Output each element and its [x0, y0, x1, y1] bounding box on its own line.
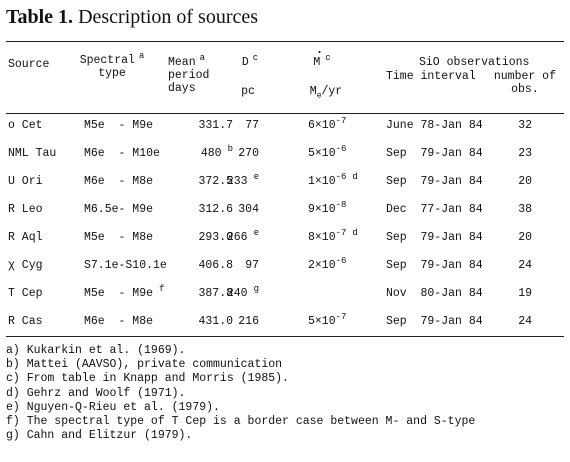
- cell-time-interval: [386, 119, 483, 132]
- footnote: e) Nguyen-Q-Rieu et al. (1979).: [6, 400, 220, 414]
- cell-distance-value: 77: [245, 119, 259, 132]
- cell-time-interval: [386, 231, 483, 244]
- cell-nobs-value: 24: [518, 259, 532, 272]
- footnote: f) The spectral type of T Cep is a border case between M- and S-type: [6, 415, 476, 428]
- header-mass-loss-mark: c: [325, 53, 331, 64]
- cell-nobs: [518, 203, 532, 216]
- cell-spectral-type-value: S7.1e-S10.1e: [84, 259, 167, 272]
- cell-spectral-type-value: M6.5e- M9e: [84, 203, 154, 216]
- cell-nobs: [518, 287, 532, 300]
- cell-time-interval-value: June 78-Jan 84: [386, 119, 483, 132]
- cell-mass-loss-value: 1×10: [308, 175, 336, 188]
- cell-nobs-value: 24: [518, 315, 532, 328]
- header-mean-line2: period: [168, 69, 210, 82]
- cell-time-interval-value: Sep 79-Jan 84: [386, 231, 483, 244]
- cell-mass-loss: [308, 172, 358, 188]
- cell-time-interval: [386, 315, 483, 328]
- header-mean-line3: days: [168, 82, 196, 95]
- header-sio: SiO observations: [419, 56, 530, 69]
- cell-time-interval-value: Sep 79-Jan 84: [386, 175, 483, 188]
- cell-spectral-type-footnote-mark: f: [159, 284, 165, 295]
- cell-distance: [226, 284, 259, 300]
- cell-mass-loss-exponent: -6: [335, 256, 347, 267]
- cell-period-value: 387.8: [198, 287, 233, 300]
- cell-mass-loss-value: 9×10: [308, 203, 336, 216]
- header-mean-period: [168, 53, 210, 95]
- cell-time-interval: [386, 259, 483, 272]
- cell-mass-loss: [308, 256, 347, 272]
- cell-spectral-type-value: M6e - M10e: [84, 147, 160, 160]
- cell-source: [8, 231, 43, 244]
- cell-spectral-type: [84, 119, 153, 132]
- cell-mass-loss-value: 5×10: [308, 147, 336, 160]
- header-time-interval: Time interval: [386, 70, 476, 83]
- header-mean-line1: Mean: [168, 56, 196, 69]
- header-mass-loss-label: · M: [313, 56, 320, 69]
- cell-time-interval-value: Sep 79-Jan 84: [386, 147, 483, 160]
- cell-distance-value: 304: [238, 203, 259, 216]
- header-nobs: [494, 70, 556, 96]
- cell-distance: [238, 315, 259, 328]
- footnote: a) Kukarkin et al. (1969).: [6, 344, 186, 357]
- header-mass-loss-unit-rest: /yr: [321, 85, 343, 98]
- cell-nobs-value: 20: [518, 175, 532, 188]
- header-mean-mark: a: [199, 53, 206, 64]
- cell-distance: [226, 228, 259, 244]
- cell-source: [8, 147, 56, 160]
- header-mass-loss-unit: [309, 85, 343, 101]
- cell-source: [8, 119, 43, 132]
- cell-mass-loss-exponent: -7: [335, 312, 347, 323]
- footnote: d) Gehrz and Woolf (1971).: [6, 386, 186, 400]
- cell-period-value: 480: [200, 147, 222, 160]
- cell-source: [8, 287, 43, 300]
- cell-mass-loss-exponent: -7: [335, 228, 347, 239]
- header-rule: [6, 113, 564, 114]
- cell-spectral-type-value: M5e - M8e: [84, 231, 154, 244]
- cell-source: [8, 315, 43, 328]
- cell-distance: [245, 119, 259, 132]
- header-distance-mark: c: [252, 53, 259, 64]
- cell-distance-value: 216: [238, 315, 259, 328]
- cell-distance-value: 270: [238, 147, 259, 160]
- cell-distance-value: 233: [226, 175, 248, 188]
- cell-mass-loss-value: 8×10: [308, 231, 336, 244]
- cell-mass-loss-value: 2×10: [308, 259, 336, 272]
- cell-spectral-type: [84, 259, 167, 272]
- header-spectral-mark: a: [138, 51, 145, 62]
- header-distance: [241, 53, 259, 69]
- cell-source-value: R Leo: [8, 203, 43, 216]
- footnote: c) From table in Knapp and Morris (1985).: [6, 372, 289, 386]
- cell-nobs: [518, 259, 532, 272]
- cell-time-interval: [386, 287, 483, 300]
- cell-source: [8, 259, 43, 272]
- bottom-rule: [6, 336, 564, 337]
- header-distance-unit: pc: [241, 85, 255, 98]
- cell-spectral-type: [84, 203, 153, 216]
- cell-period-value: 293.0: [198, 231, 233, 244]
- cell-mass-loss-value: 6×10: [308, 119, 336, 132]
- cell-period-value: 312.6: [198, 203, 233, 216]
- cell-distance-footnote-mark: e: [253, 228, 259, 239]
- cell-period-value: 331.7: [198, 119, 233, 132]
- cell-mass-loss-footnote-mark: d: [352, 228, 358, 239]
- cell-source-value: U Ori: [8, 175, 43, 188]
- cell-time-interval-value: Dec 77-Jan 84: [386, 203, 483, 216]
- cell-mass-loss-footnote-mark: d: [352, 172, 358, 183]
- cell-distance-value: 97: [245, 259, 259, 272]
- cell-nobs-value: 20: [518, 231, 532, 244]
- cell-nobs-value: 38: [518, 203, 532, 216]
- cell-nobs-value: 23: [518, 147, 532, 160]
- cell-mass-loss-exponent: -6: [335, 172, 347, 183]
- cell-source-value: χ Cyg: [8, 259, 43, 272]
- cell-period: [198, 315, 233, 328]
- cell-period-footnote-mark: b: [227, 144, 233, 155]
- header-spectral-line1: Spectral: [79, 54, 135, 67]
- cell-spectral-type: [84, 147, 160, 160]
- cell-distance-value: 240: [226, 287, 248, 300]
- header-mass-loss-unit-sub: e: [316, 91, 322, 101]
- cell-time-interval-value: Sep 79-Jan 84: [386, 315, 483, 328]
- cell-spectral-type-value: M5e - M9e: [84, 119, 154, 132]
- cell-spectral-type: [84, 175, 153, 188]
- cell-period: [198, 119, 233, 132]
- cell-distance: [238, 203, 259, 216]
- header-mass-loss: [313, 53, 331, 69]
- cell-nobs-value: 19: [518, 287, 532, 300]
- cell-time-interval-value: Nov 80-Jan 84: [386, 287, 483, 300]
- cell-time-interval: [386, 147, 483, 160]
- table-title: Description of sources: [73, 6, 259, 28]
- cell-source-value: T Cep: [8, 287, 43, 300]
- header-spectral: [79, 51, 145, 80]
- cell-nobs: [518, 147, 532, 160]
- cell-spectral-type: [84, 284, 165, 300]
- cell-spectral-type: [84, 315, 153, 328]
- cell-nobs: [518, 231, 532, 244]
- cell-source-value: R Aql: [8, 231, 43, 244]
- cell-spectral-type-value: M6e - M8e: [84, 175, 154, 188]
- cell-period-value: 372.5: [198, 175, 233, 188]
- footnote: g) Cahn and Elitzur (1979).: [6, 429, 193, 443]
- cell-distance: [238, 147, 259, 160]
- cell-time-interval: [386, 175, 483, 188]
- cell-source-value: R Cas: [8, 315, 43, 328]
- cell-period-value: 431.0: [198, 315, 233, 328]
- header-source: Source: [8, 58, 50, 71]
- cell-mass-loss-exponent: -7: [335, 116, 347, 127]
- header-nobs-line1: number of: [493, 70, 556, 83]
- header-nobs-line2: obs.: [511, 83, 539, 96]
- cell-spectral-type: [84, 231, 153, 244]
- cell-nobs-value: 32: [518, 119, 532, 132]
- cell-mass-loss: [308, 116, 347, 132]
- cell-period-value: 406.8: [198, 259, 233, 272]
- header-mass-loss-unit-m: M: [309, 85, 317, 98]
- cell-mass-loss: [308, 312, 347, 328]
- cell-distance-value: 266: [226, 231, 248, 244]
- cell-period: [198, 259, 233, 272]
- cell-source: [8, 175, 43, 188]
- cell-spectral-type-value: M5e - M9e: [84, 287, 154, 300]
- cell-mass-loss: [308, 200, 347, 216]
- cell-distance: [245, 259, 259, 272]
- cell-nobs: [518, 175, 532, 188]
- cell-mass-loss: [308, 144, 347, 160]
- top-rule: [6, 41, 564, 42]
- cell-source-value: o Cet: [8, 119, 43, 132]
- cell-time-interval-value: Sep 79-Jan 84: [386, 259, 483, 272]
- cell-nobs: [518, 119, 532, 132]
- cell-time-interval: [386, 203, 483, 216]
- cell-source-value: NML Tau: [8, 147, 57, 160]
- cell-mass-loss-value: 5×10: [308, 315, 336, 328]
- cell-period: [200, 144, 233, 160]
- cell-nobs: [518, 315, 532, 328]
- cell-source: [8, 203, 43, 216]
- header-spectral-line2: type: [98, 67, 126, 80]
- cell-spectral-type-value: M6e - M8e: [84, 315, 154, 328]
- cell-mass-loss-exponent: -8: [335, 200, 347, 211]
- cell-mass-loss-exponent: -6: [335, 144, 347, 155]
- footnote: b) Mattei (AAVSO), private communication: [6, 358, 283, 372]
- header-distance-label: D: [241, 56, 249, 69]
- cell-distance: [226, 172, 259, 188]
- cell-period: [198, 203, 233, 216]
- table-caption: [6, 6, 258, 29]
- cell-distance-footnote-mark: g: [253, 284, 259, 295]
- cell-distance-footnote-mark: e: [253, 172, 259, 183]
- table-label: Table 1.: [6, 6, 74, 28]
- cell-mass-loss: [308, 228, 358, 244]
